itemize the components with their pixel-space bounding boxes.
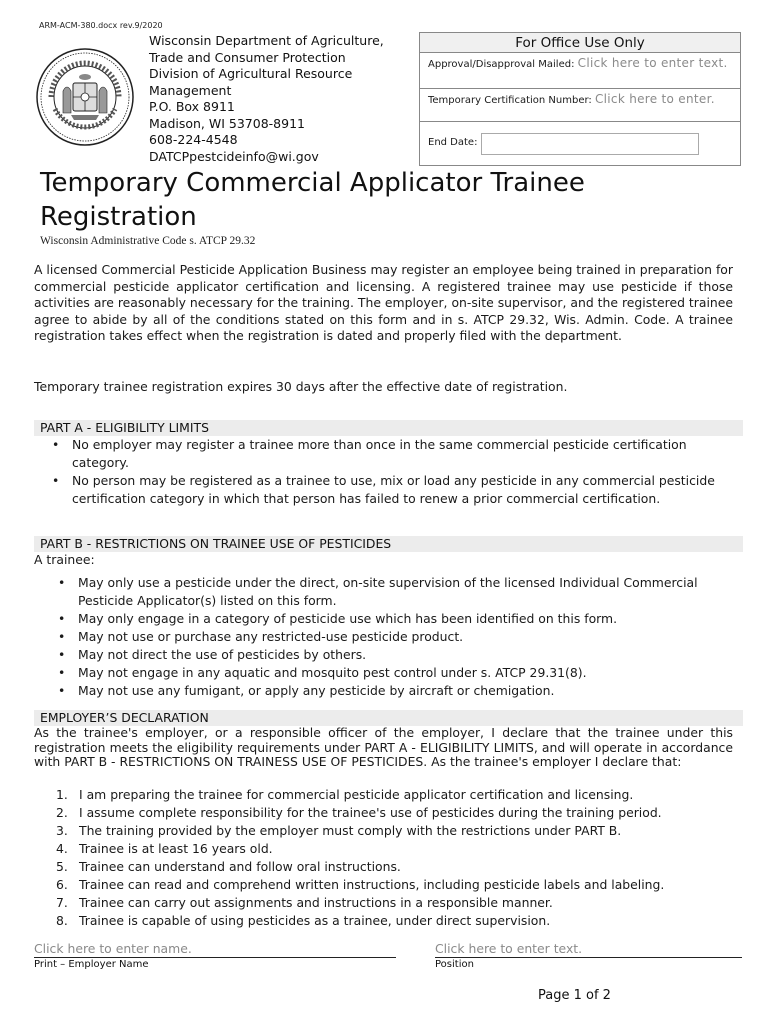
list-item: • No person may be registered as a trainee to use, mix or load any pesticide in any commercial pesticide certification category in which that person has failed to renew a prior commercial certification. (52, 473, 715, 506)
page-number: Page 1 of 2 (538, 988, 611, 1003)
position-field[interactable]: Click here to enter text. (435, 940, 742, 958)
end-date-input[interactable] (481, 133, 699, 155)
bullet-icon: • (58, 575, 66, 590)
list-item: • May only engage in a category of pesticide use which has been identified on this form. (58, 611, 618, 626)
temp-cert-label: Temporary Certification Number: (428, 95, 592, 106)
approval-field[interactable]: Click here to enter text. (577, 56, 728, 70)
declaration-heading: EMPLOYER’S DECLARATION (34, 710, 743, 726)
position-label: Position (435, 959, 474, 970)
list-item: • May only use a pesticide under the direct, on-site supervision of the licensed Individual Commercial Pesticide Applicator(s) listed on this form. (58, 575, 698, 608)
intro-paragraph: A licensed Commercial Pesticide Application Business may register an employee being trained in preparation for commercial pesticide applicator certification and licensing. A registered trainee may use pesticide if those activities are reasonably necessary for the training. The employer, on-site supervisor, and the registered trainee agree to abide by all of the conditions stated on this form and in s. ATCP 29.32, Wis. Admin. Code. A trainee registration takes effect when the registration is dated and properly filed with the department. (34, 262, 733, 344)
bullet-icon: • (52, 473, 60, 488)
office-use-title: For Office Use Only (420, 33, 740, 53)
end-date-label: End Date: (428, 137, 478, 148)
bullet-icon: • (58, 665, 66, 680)
bullet-icon: • (58, 683, 66, 698)
agency-line: Trade and Consumer Protection (149, 49, 346, 65)
employer-name-block (34, 940, 396, 972)
page-title: Temporary Commercial Applicator Trainee Registration (40, 168, 585, 232)
agency-line: P.O. Box 8911 (149, 99, 235, 114)
bullet-icon: • (58, 647, 66, 662)
approval-row (420, 53, 740, 89)
list-item: 8. Trainee is capable of using pesticides as a trainee, under direct supervision. (56, 913, 551, 928)
list-item: • May not use any fumigant, or apply any pesticide by aircraft or chemigation. (58, 683, 555, 698)
bullet-icon: • (58, 629, 66, 644)
position-block (435, 940, 742, 972)
list-item: 4. Trainee is at least 16 years old. (56, 841, 273, 856)
code-reference: Wisconsin Administrative Code s. ATCP 29.32 (40, 235, 256, 247)
list-item: 2. I assume complete responsibility for the trainee's use of pesticides during the training period. (56, 805, 662, 820)
temp-cert-row (420, 89, 740, 122)
wisconsin-seal-icon (35, 47, 135, 147)
list-item: • May not engage in any aquatic and mosquito pest control under s. ATCP 29.31(8). (58, 665, 587, 680)
document-id: ARM-ACM-380.docx rev.9/2020 (39, 21, 163, 30)
agency-line: Madison, WI 53708-8911 (149, 115, 305, 131)
part-b-list (55, 574, 735, 700)
office-use-box (419, 32, 741, 166)
employer-name-label: Print – Employer Name (34, 959, 149, 970)
agency-line: Wisconsin Department of Agriculture, (149, 33, 384, 48)
temp-cert-field[interactable]: Click here to enter. (594, 92, 715, 106)
list-item: • May not use or purchase any restricted-use pesticide product. (58, 629, 464, 644)
list-item: 5. Trainee can understand and follow oral instructions. (56, 859, 401, 874)
list-item: 7. Trainee can carry out assignments and instructions in a responsible manner. (56, 895, 553, 910)
agency-line: 608-224-4548 (149, 132, 238, 147)
part-b-heading: PART B - RESTRICTIONS ON TRAINEE USE OF PESTICIDES (34, 536, 743, 552)
agency-line: Division of Agricultural Resource (149, 66, 353, 81)
employer-name-field[interactable]: Click here to enter name. (34, 940, 396, 958)
agency-address-block (149, 33, 384, 165)
list-item: • May not direct the use of pesticides by others. (58, 647, 367, 662)
list-item: 1. I am preparing the trainee for commercial pesticide applicator certification and licensing. (56, 787, 634, 802)
list-item: • No employer may register a trainee more than once in the same commercial pesticide certification category. (52, 437, 687, 470)
agency-email: DATCPpestcideinfo@wi.gov (149, 148, 319, 164)
list-item: 3. The training provided by the employer must comply with the restrictions under PART B. (56, 823, 622, 838)
approval-label: Approval/Disapproval Mailed: (428, 59, 575, 70)
bullet-icon: • (58, 611, 66, 626)
part-a-heading: PART A - ELIGIBILITY LIMITS (34, 420, 743, 436)
part-a-list (49, 436, 729, 508)
declaration-list (56, 786, 746, 930)
declaration-text: As the trainee's employer, or a responsible officer of the employer, I declare that the trainee under this registration meets the eligibility requirements under PART A - ELIGIBILITY LIMITS, and will operate in accordance with PART B - RESTRICTIONS ON TRAINESS USE OF PESTICIDES. As the trainee's employer I declare that: (34, 725, 733, 769)
end-date-row (420, 122, 740, 167)
expiry-paragraph: Temporary trainee registration expires 30 days after the effective date of registration. (34, 379, 568, 394)
part-b-intro: A trainee: (34, 552, 95, 567)
agency-line: Management (149, 82, 232, 98)
bullet-icon: • (52, 437, 60, 452)
list-item: 6. Trainee can read and comprehend written instructions, including pesticide labels and labeling. (56, 877, 665, 892)
